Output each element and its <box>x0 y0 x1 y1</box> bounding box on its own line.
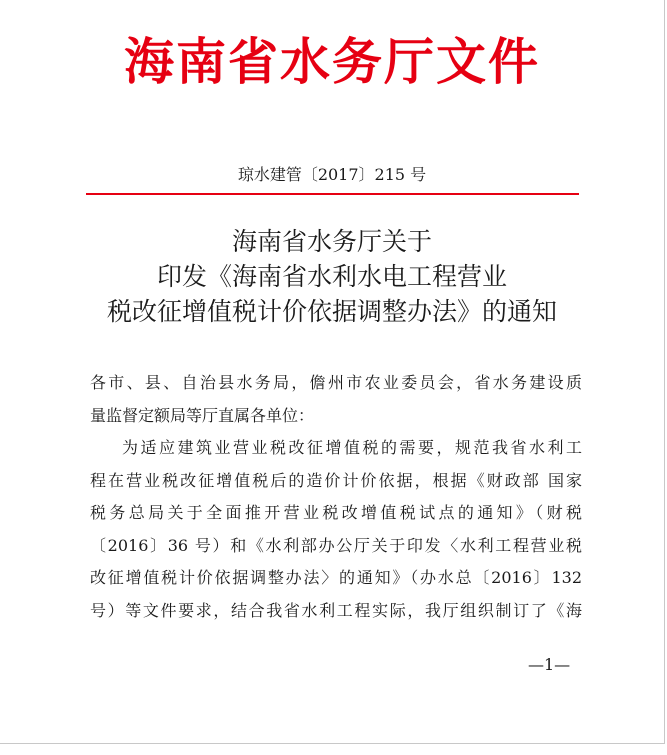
notice-title <box>0 224 664 329</box>
body-line: 号）等文件要求，结合我省水利工程实际，我厅组织制订了《海 <box>90 600 582 620</box>
body-line: 程在营业税改征增值税后的造价计价依据，根据《财政部 国家 <box>90 470 582 490</box>
body-line: 为适应建筑业营业税改征增值税的需要，规范我省水利工 <box>122 438 582 457</box>
body-line: 税务总局关于全面推开营业税改增值税试点的通知》（财税 <box>90 503 582 522</box>
red-divider-line <box>86 193 579 195</box>
body-line: 改征增值税计价依据调整办法〉的通知》（办水总〔2016〕132 <box>90 568 582 587</box>
notice-title-line-2: 印发《海南省水利水电工程营业 <box>156 262 507 291</box>
document-header-title: 海南省水务厅文件 <box>124 33 540 91</box>
body-line: 各市、县、自治县水务局，儋州市农业委员会，省水务建设质 <box>90 373 582 392</box>
body-line: 量监督定额局等厅直属各单位： <box>90 405 315 425</box>
document-body <box>90 367 582 627</box>
body-line: 〔2016〕36 号）和《水利部办公厅关于印发〈水利工程营业税 <box>90 535 582 555</box>
document-number: 琼水建管〔2017〕215 号 <box>237 165 427 184</box>
notice-title-line-3: 税改征增值税计价依据调整办法》的通知 <box>106 297 557 326</box>
notice-title-line-1: 海南省水务厅关于 <box>231 227 432 256</box>
page-number: —1— <box>528 655 571 674</box>
